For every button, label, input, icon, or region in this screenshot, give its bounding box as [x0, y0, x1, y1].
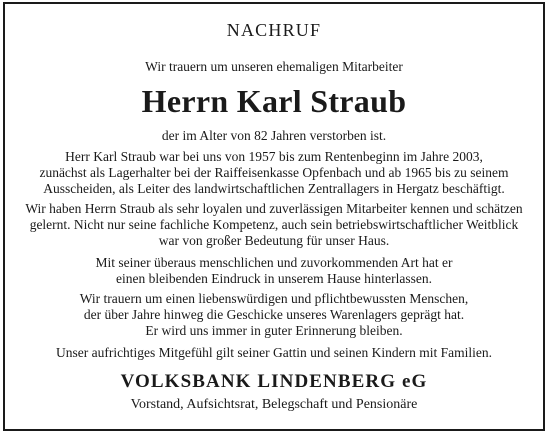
paragraph-line: Unser aufrichtiges Mitgefühl gilt seiner Gattin und seinen Kindern mit Familien.: [55, 345, 493, 360]
paragraph-character: [5, 255, 543, 287]
paragraph-condolence: [5, 345, 543, 361]
paragraph-line: Wir trauern um einen liebenswürdigen und pflichtbewussten Menschen,: [79, 291, 469, 306]
paragraph-line: Er wird uns immer in guter Erinnerung bleiben.: [145, 323, 403, 338]
paragraph-line: Wir haben Herrn Straub als sehr loyalen und zuverlässigen Mitarbeiter kennen und schätzen: [25, 201, 523, 216]
age-line: der im Alter von 82 Jahren verstorben ist.: [161, 128, 387, 143]
paragraph-employment: [5, 149, 543, 197]
obituary-notice: [3, 2, 545, 431]
paragraph-mourning: [5, 291, 543, 339]
signatories-line: Vorstand, Aufsichtsrat, Belegschaft und Pensionäre: [130, 397, 418, 412]
paragraph-line: zunächst als Lagerhalter bei der Raiffeisenkasse Opfenbach und ab 1965 bis zu seinem: [39, 165, 509, 180]
paragraph-line: einen bleibenden Eindruck in unserem Hause hinterlassen.: [115, 271, 433, 286]
paragraph-line: Ausscheiden, als Leiter des landwirtschaftlichen Zentrallagers in Hergatz beschäftigt.: [43, 181, 505, 196]
paragraph-appreciation: [5, 201, 543, 249]
organization-name: VOLKSBANK LINDENBERG eG: [120, 371, 428, 392]
notice-heading: NACHRUF: [226, 20, 322, 40]
paragraph-line: gelernt. Nicht nur seine fachliche Kompetenz, auch sein betriebswirtschaftlicher Weitblick: [29, 217, 519, 232]
intro-line: Wir trauern um unseren ehemaligen Mitarbeiter: [145, 59, 403, 74]
deceased-name: Herrn Karl Straub: [141, 83, 407, 119]
paragraph-line: war von großer Bedeutung für unser Haus.: [158, 233, 390, 248]
paragraph-line: der über Jahre hinweg die Geschicke unseres Warenlagers geprägt hat.: [83, 307, 465, 322]
paragraph-line: Mit seiner überaus menschlichen und zuvorkommenden Art hat er: [95, 255, 453, 270]
paragraph-line: Herr Karl Straub war bei uns von 1957 bis zum Rentenbeginn im Jahre 2003,: [65, 149, 483, 164]
